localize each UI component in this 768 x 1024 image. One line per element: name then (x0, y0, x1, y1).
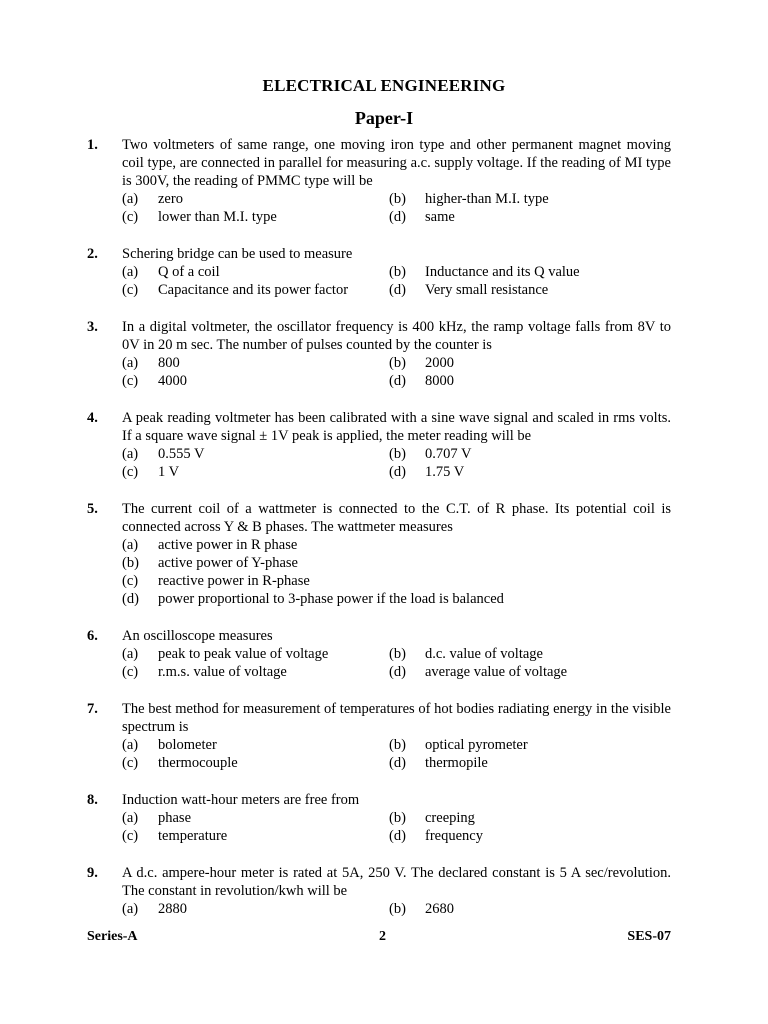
answer-option (122, 736, 389, 754)
question-text: Two voltmeters of same range, one moving iron type and other permanent magnet moving coil type, are connected in parallel for measuring a.c. supply voltage. If the reading of MI type is 300V, the reading of PMMC type will be (122, 137, 671, 189)
page-footer (87, 929, 671, 945)
answer-option (389, 281, 671, 299)
question-number: 2. (87, 246, 98, 262)
option-text: higher-than M.I. type (425, 191, 549, 207)
answer-option (389, 809, 671, 827)
option-label: (a) (122, 901, 139, 917)
answer-option (389, 827, 671, 845)
page-number: 2 (378, 929, 386, 944)
answer-option (122, 900, 389, 918)
question-item (87, 500, 671, 608)
answer-option (122, 645, 389, 663)
answer-option (389, 754, 671, 772)
question-item (87, 627, 671, 681)
option-label: (d) (389, 282, 406, 298)
question-text: An oscilloscope measures (122, 628, 273, 644)
series-label: Series-A (87, 929, 138, 944)
question-list (87, 136, 671, 937)
option-label: (c) (122, 755, 139, 771)
option-text: bolometer (158, 737, 217, 753)
answer-options (122, 190, 671, 226)
option-text: 0.707 V (425, 446, 472, 462)
answer-option (122, 208, 389, 226)
option-text: Inductance and its Q value (425, 264, 580, 280)
question-text: Induction watt-hour meters are free from (122, 792, 360, 808)
answer-option (122, 536, 671, 554)
option-label: (b) (389, 191, 406, 207)
option-label: (a) (122, 355, 139, 371)
option-label: (a) (122, 810, 139, 826)
option-label: (c) (122, 573, 139, 589)
answer-option (122, 281, 389, 299)
option-text: 1 V (158, 464, 180, 480)
option-text: 4000 (158, 373, 187, 389)
question-number: 5. (87, 501, 98, 517)
question-number: 9. (87, 865, 98, 881)
option-label: (c) (122, 828, 139, 844)
question-item (87, 409, 671, 481)
option-label: (c) (122, 464, 139, 480)
option-label: (b) (389, 264, 406, 280)
answer-options (122, 736, 671, 772)
option-text: 8000 (425, 373, 454, 389)
answer-option (122, 572, 671, 590)
question-item (87, 864, 671, 918)
answer-option (389, 208, 671, 226)
question-number: 6. (87, 628, 98, 644)
question-number: 7. (87, 701, 98, 717)
answer-option (122, 372, 389, 390)
option-text: thermocouple (158, 755, 238, 771)
answer-option (389, 900, 671, 918)
option-label: (d) (389, 373, 406, 389)
option-label: (b) (389, 810, 406, 826)
option-text: Q of a coil (158, 264, 220, 280)
option-label: (d) (389, 828, 406, 844)
answer-option (389, 372, 671, 390)
option-text: Very small resistance (425, 282, 549, 298)
answer-option (122, 445, 389, 463)
answer-option (389, 663, 671, 681)
answer-option (389, 190, 671, 208)
answer-option (122, 827, 389, 845)
option-label: (d) (389, 464, 406, 480)
option-text: 2880 (158, 901, 187, 917)
option-label: (d) (389, 664, 406, 680)
option-text: peak to peak value of voltage (158, 646, 329, 662)
paper-subtitle: Paper-I (354, 108, 414, 128)
answer-option (122, 463, 389, 481)
question-text: The current coil of a wattmeter is connected to the C.T. of R phase. Its potential coil is connected across Y & B phases. The wattmeter measures (122, 501, 671, 535)
answer-option (122, 354, 389, 372)
answer-option (389, 354, 671, 372)
question-text: In a digital voltmeter, the oscillator frequency is 400 kHz, the ramp voltage falls from 8V to 0V in 20 m sec. The number of pulses counted by the counter is (122, 319, 671, 353)
option-label: (a) (122, 446, 139, 462)
option-text: same (425, 209, 455, 225)
question-item (87, 318, 671, 390)
option-text: 1.75 V (425, 464, 465, 480)
option-label: (c) (122, 373, 139, 389)
option-text: 2680 (425, 901, 454, 917)
option-text: temperature (158, 828, 228, 844)
answer-option (122, 190, 389, 208)
option-label: (d) (122, 591, 139, 607)
answer-option (122, 590, 671, 608)
option-text: zero (158, 191, 183, 207)
option-text: Capacitance and its power factor (158, 282, 349, 298)
option-text: creeping (425, 810, 475, 826)
answer-option (389, 645, 671, 663)
answer-options (122, 445, 671, 481)
answer-option (389, 445, 671, 463)
question-number: 1. (87, 137, 98, 153)
answer-option (122, 663, 389, 681)
option-text: average value of voltage (425, 664, 568, 680)
question-number: 3. (87, 319, 98, 335)
option-text: active power in R phase (158, 537, 298, 553)
question-text: Schering bridge can be used to measure (122, 246, 353, 262)
answer-options (122, 809, 671, 845)
question-number: 8. (87, 792, 98, 808)
option-text: reactive power in R-phase (158, 573, 310, 589)
option-label: (c) (122, 209, 139, 225)
answer-options (122, 263, 671, 299)
option-label: (d) (389, 755, 406, 771)
option-text: d.c. value of voltage (425, 646, 543, 662)
answer-options (122, 354, 671, 390)
option-text: 0.555 V (158, 446, 205, 462)
question-item (87, 136, 671, 226)
answer-options (122, 900, 671, 918)
option-label: (b) (389, 737, 406, 753)
option-label: (a) (122, 264, 139, 280)
option-text: optical pyrometer (425, 737, 528, 753)
question-number: 4. (87, 410, 98, 426)
option-label: (a) (122, 737, 139, 753)
option-label: (b) (389, 355, 406, 371)
option-text: frequency (425, 828, 483, 844)
question-item (87, 791, 671, 845)
answer-option (389, 463, 671, 481)
option-text: lower than M.I. type (158, 209, 277, 225)
option-text: active power of Y-phase (158, 555, 298, 571)
option-label: (c) (122, 664, 139, 680)
exam-code: SES-07 (627, 929, 671, 944)
option-text: 800 (158, 355, 180, 371)
answer-option (122, 809, 389, 827)
answer-option (122, 263, 389, 281)
option-label: (b) (389, 446, 406, 462)
question-item (87, 700, 671, 772)
option-label: (b) (389, 646, 406, 662)
answer-options (122, 536, 671, 608)
page-title: ELECTRICAL ENGINEERING (262, 76, 506, 95)
option-text: 2000 (425, 355, 454, 371)
answer-option (389, 263, 671, 281)
question-item (87, 245, 671, 299)
question-text: A d.c. ampere-hour meter is rated at 5A, 250 V. The declared constant is 5 A sec/revolution. The constant in revolution/kwh will be (122, 865, 671, 899)
option-text: phase (158, 810, 192, 826)
option-label: (a) (122, 646, 139, 662)
answer-option (122, 554, 671, 572)
option-text: power proportional to 3-phase power if the load is balanced (158, 591, 504, 607)
option-label: (a) (122, 537, 139, 553)
question-text: A peak reading voltmeter has been calibrated with a sine wave signal and scaled in rms volts. If a square wave signal ± 1V peak is applied, the meter reading will be (122, 410, 671, 444)
answer-option (389, 736, 671, 754)
option-label: (b) (122, 555, 139, 571)
question-text: The best method for measurement of temperatures of hot bodies radiating energy in the visible spectrum is (122, 701, 671, 735)
answer-options (122, 645, 671, 681)
option-text: thermopile (425, 755, 488, 771)
option-label: (c) (122, 282, 139, 298)
answer-option (122, 754, 389, 772)
option-label: (b) (389, 901, 406, 917)
option-text: r.m.s. value of voltage (158, 664, 287, 680)
option-label: (d) (389, 209, 406, 225)
option-label: (a) (122, 191, 139, 207)
